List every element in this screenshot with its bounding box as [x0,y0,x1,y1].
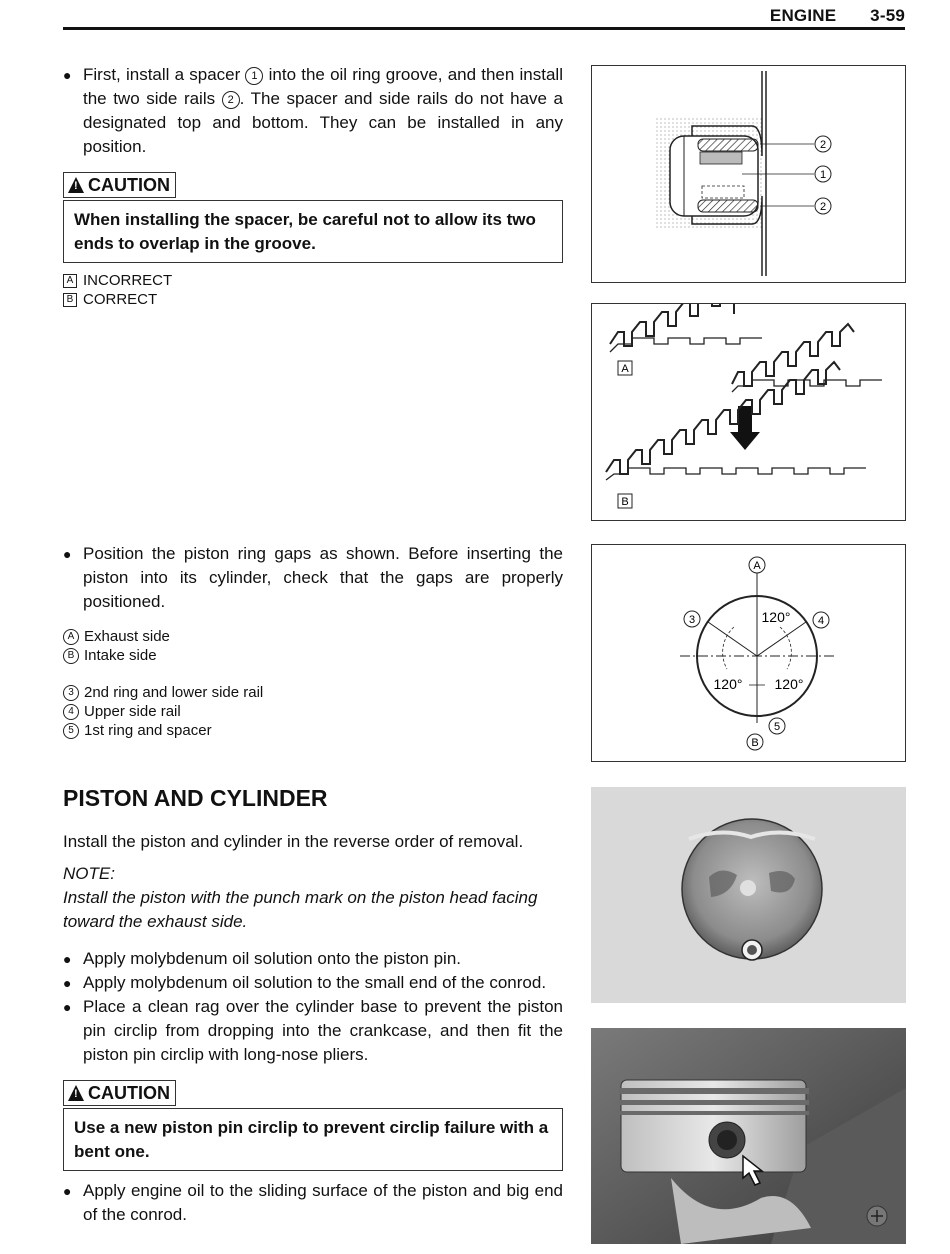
bullet-circlip: ● Place a clean rag over the cylinder base to prevent the piston pin circlip from dropping into the crankcase, and then fit the piston pin circlip with long-nose pliers. [63,997,563,1064]
header-page-number: 3-59 [870,6,905,25]
gap-label-exhaust: A [753,560,761,572]
caution-label-2: ! CAUTION [63,1080,176,1106]
legend-row: A INCORRECT [63,271,172,290]
angle-label-bottom-right: 120° [774,676,804,692]
bullet-dot: ● [63,999,72,1015]
bullet-dot: ● [63,951,72,967]
gap-label-ring-5: 5 [773,721,781,733]
photo-piston-head [591,787,906,1003]
gap-label-ring-4: 4 [817,615,825,627]
note-text: Install the piston with the punch mark on the piston head facing toward the exhaust side. [63,888,538,931]
figure-spacer-overlap [591,303,906,521]
legend-row: B CORRECT [63,290,172,309]
piston-head-image [591,787,906,1003]
caution-box-1: When installing the spacer, be careful not to allow its two ends to overlap in the groove. [63,200,563,263]
gap-label-intake: B [751,737,759,749]
figure-ring-gap-positions [591,544,906,762]
legend-row: 4 Upper side rail [63,702,263,721]
bullet-dot: ● [63,975,72,991]
bullet-moly-pin: ● Apply molybdenum oil solution onto the piston pin. [63,947,563,971]
warning-triangle-icon [68,177,84,193]
legend-sides [63,627,170,665]
groove-callout-spacer: 1 [819,169,827,181]
intro-paragraph: Install the piston and cylinder in the reverse order of removal. [63,832,524,851]
warning-triangle-icon [68,1085,84,1101]
bullet-dot: ● [63,546,72,562]
photo-piston-install [591,1028,906,1244]
bullet-moly-conrod: ● Apply molybdenum oil solution to the small end of the conrod. [63,971,568,995]
oil-ring-groove-diagram [592,66,905,282]
legend-correct-incorrect [63,271,172,309]
bullet-oil-ring-install: ● First, install a spacer 1 into the oil ring groove, and then install the two side rails 2 . The spacer and side rails do not have a designated top and bottom. They can be installed in any position. [63,65,563,156]
ring-gap-diagram [592,545,905,761]
note-label: NOTE: [63,864,115,883]
angle-label-bottom-left: 120° [713,676,743,692]
piston-install-image [591,1028,906,1244]
bullet-dot: ● [63,67,72,83]
angle-label-top: 120° [761,609,791,625]
legend-rings [63,683,263,740]
spacer-label-incorrect: A [621,363,629,375]
spacer-overlap-diagram [592,304,905,520]
figure-oil-ring-groove [591,65,906,283]
bullet-dot: ● [63,1183,72,1199]
callout-2: 2 [222,91,240,109]
bullet-ring-gaps: ● Position the piston ring gaps as shown. Before inserting the piston into its cylinder, check that the gaps are properly positioned. [63,544,563,611]
spacer-label-correct: B [621,496,629,508]
legend-row: B Intake side [63,646,170,665]
gap-label-ring-3: 3 [688,614,696,626]
section-title: PISTON AND CYLINDER [63,785,328,811]
legend-row: 5 1st ring and spacer [63,721,263,740]
header-section: ENGINE [769,6,837,25]
header-rule [63,27,905,30]
legend-row: 3 2nd ring and lower side rail [63,683,263,702]
groove-callout-upper: 2 [819,139,827,151]
caution-box-2: Use a new piston pin circlip to prevent circlip failure with a bent one. [63,1108,563,1171]
bullet-engine-oil: ● Apply engine oil to the sliding surface of the piston and big end of the conrod. [63,1181,563,1224]
caution-label-1: ! CAUTION [63,172,176,198]
legend-row: A Exhaust side [63,627,170,646]
page-header [63,4,905,26]
callout-1: 1 [245,67,263,85]
groove-callout-lower: 2 [819,201,827,213]
